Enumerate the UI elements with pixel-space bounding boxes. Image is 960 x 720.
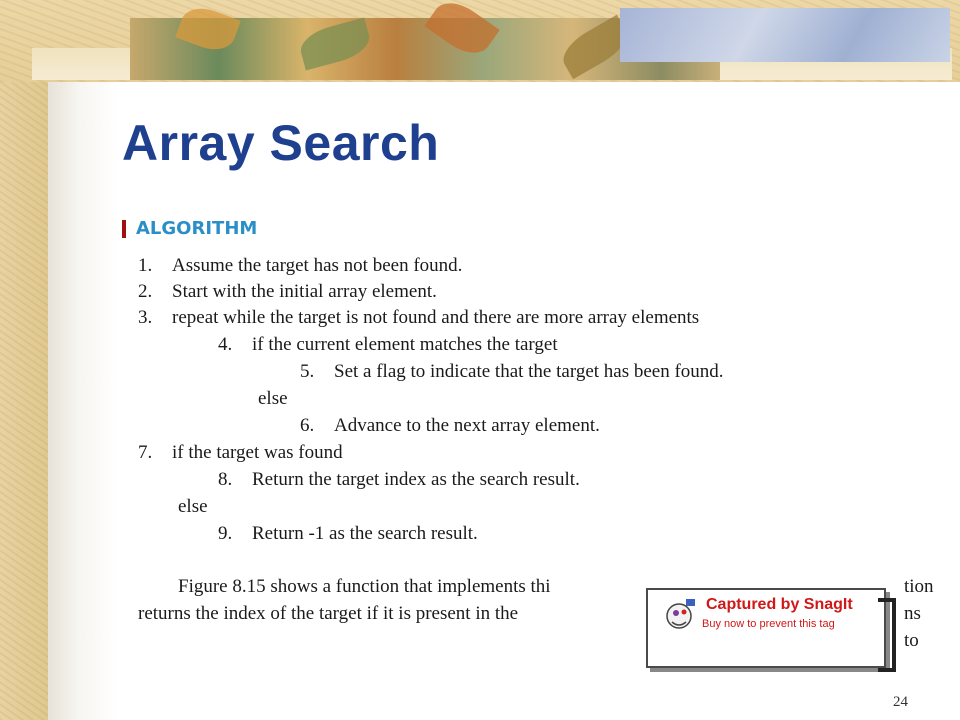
paragraph-fragment: to <box>904 630 919 651</box>
step-text: Start with the initial array element. <box>172 281 437 302</box>
slide-title: Array Search <box>122 115 440 171</box>
algorithm-else <box>258 388 288 410</box>
snagit-logo-icon <box>664 596 698 632</box>
parchment-left-strip <box>0 0 48 720</box>
step-number: 1. <box>138 255 153 276</box>
algorithm-else <box>178 496 208 518</box>
page-number: 24 <box>893 694 908 710</box>
algorithm-step <box>138 281 437 303</box>
paragraph-fragment: tion <box>904 576 934 597</box>
step-number: 2. <box>138 281 153 302</box>
bracket-decoration <box>878 598 896 672</box>
snagit-watermark <box>646 588 886 668</box>
step-text: Return -1 as the search result. <box>252 523 478 544</box>
algorithm-step <box>138 255 462 277</box>
algorithm-step <box>218 523 478 545</box>
algorithm-step <box>138 307 699 329</box>
paragraph-line: Figure 8.15 shows a function that implements thi <box>178 576 551 597</box>
step-number: 7. <box>138 442 153 463</box>
step-number: 9. <box>218 523 233 544</box>
step-text: else <box>258 388 288 409</box>
step-number: 8. <box>218 469 233 490</box>
watermark-subtitle: Buy now to prevent this tag <box>702 618 835 630</box>
algorithm-screenshot <box>126 208 934 651</box>
blue-texture-decoration <box>620 8 950 62</box>
algorithm-heading: ALGORITHM <box>136 218 258 239</box>
step-number: 4. <box>218 334 233 355</box>
step-text: Return the target index as the search result. <box>252 469 580 490</box>
step-text: else <box>178 496 208 517</box>
algorithm-step <box>138 442 343 464</box>
paragraph-line: returns the index of the target if it is present in the <box>138 603 519 624</box>
step-text: repeat while the target is not found and there are more array elements <box>172 307 700 328</box>
algorithm-step <box>218 469 580 491</box>
step-number: 3. <box>138 307 153 328</box>
watermark-title: Captured by SnagIt <box>706 596 853 613</box>
step-text: if the target was found <box>172 442 343 463</box>
algorithm-step <box>300 415 600 437</box>
step-text: Assume the target has not been found. <box>172 255 463 276</box>
step-number: 5. <box>300 361 315 382</box>
algorithm-step <box>300 361 724 383</box>
algorithm-step <box>218 334 558 356</box>
step-text: if the current element matches the target <box>252 334 558 355</box>
step-text: Advance to the next array element. <box>334 415 600 436</box>
step-text: Set a flag to indicate that the target has been found. <box>334 361 724 382</box>
paragraph-fragment: ns <box>904 603 921 624</box>
step-number: 6. <box>300 415 315 436</box>
